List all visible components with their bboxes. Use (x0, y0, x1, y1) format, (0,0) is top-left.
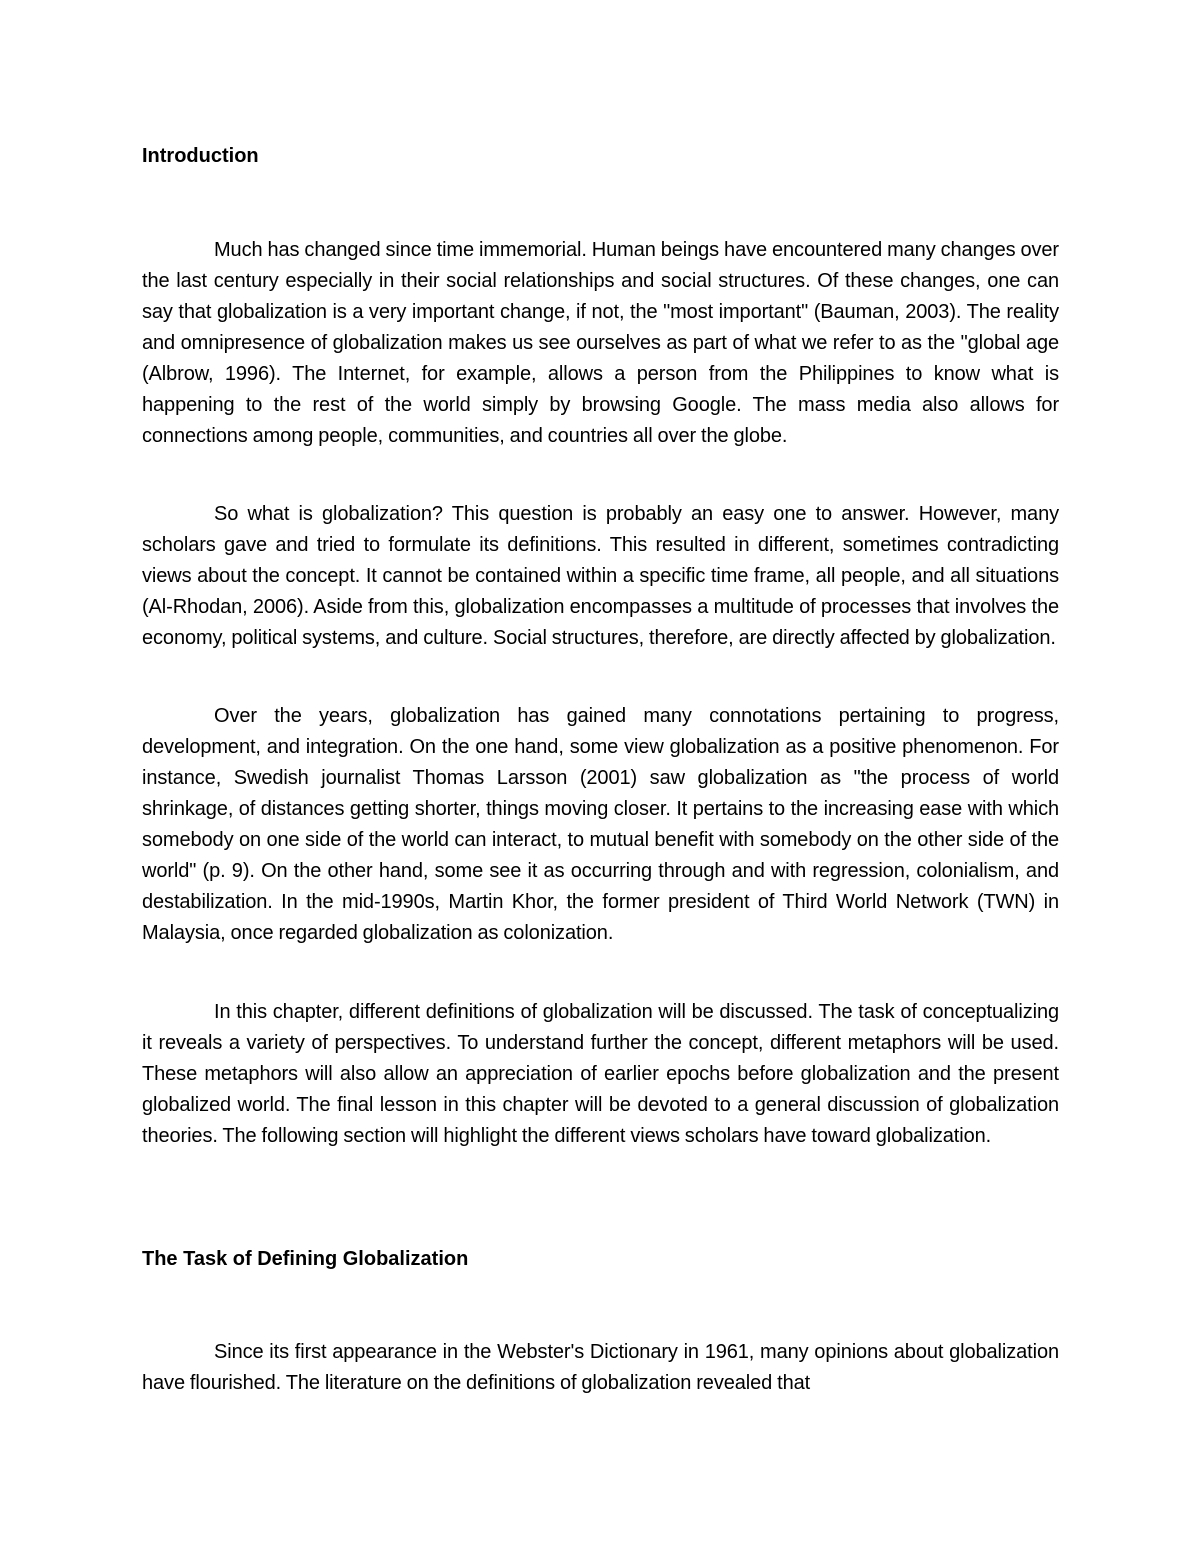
paragraph-intro-4: In this chapter, different definitions of globalization will be discussed. The task of conceptualizing it reveals a variety of perspectives. To understand further the concept, different metaphors will be used. These metaphors will also allow an appreciation of earlier epochs before globalization and the present globalized world. The final lesson in this chapter will be devoted to a general discussion of globalization theories. The following section will highlight the different views scholars have toward globalization. (142, 1001, 1059, 1147)
paragraph-intro-3: Over the years, globalization has gained many connotations pertaining to progress, development, and integration. On the one hand, some view globalization as a positive phenomenon. For instance, Swedish journalist Thomas Larsson (2001) saw globalization as "the process of world shrinkage, of distances getting shorter, things moving closer. It pertains to the increasing ease with which somebody on one side of the world can interact, to mutual benefit with somebody on the other side of the world" (p. 9). On the other hand, some see it as occurring through and with regression, colonialism, and destabilization. In the mid-1990s, Martin Khor, the former president of Third World Network (TWN) in Malaysia, once regarded globalization as colonization. (142, 705, 1059, 944)
section-heading-introduction: Introduction (142, 145, 259, 167)
paragraph-intro-1: Much has changed since time immemorial. Human beings have encountered many changes over the last century especially in their social relationships and social structures. Of these changes, one can say that globalization is a very important change, if not, the "most important" (Bauman, 2003). The reality and omnipresence of globalization makes us see ourselves as part of what we refer to as the "global age (Albrow, 1996). The Internet, for example, allows a person from the Philippines to know what is happening to the rest of the world simply by browsing Google. The mass media also allows for connections among people, communities, and countries all over the globe. (142, 239, 1059, 447)
paragraph-defining-1: Since its first appearance in the Webster's Dictionary in 1961, many opinions about globalization have flourished. The literature on the definitions of globalization revealed that (142, 1341, 1059, 1394)
section-heading-defining-globalization: The Task of Defining Globalization (142, 1248, 469, 1270)
paragraph-intro-2: So what is globalization? This question is probably an easy one to answer. However, many scholars gave and tried to formulate its definitions. This resulted in different, sometimes contradicting views about the concept. It cannot be contained within a specific time frame, all people, and all situations (Al-Rhodan, 2006). Aside from this, globalization encompasses a multitude of processes that involves the economy, political systems, and culture. Social structures, therefore, are directly affected by globalization. (142, 503, 1059, 649)
